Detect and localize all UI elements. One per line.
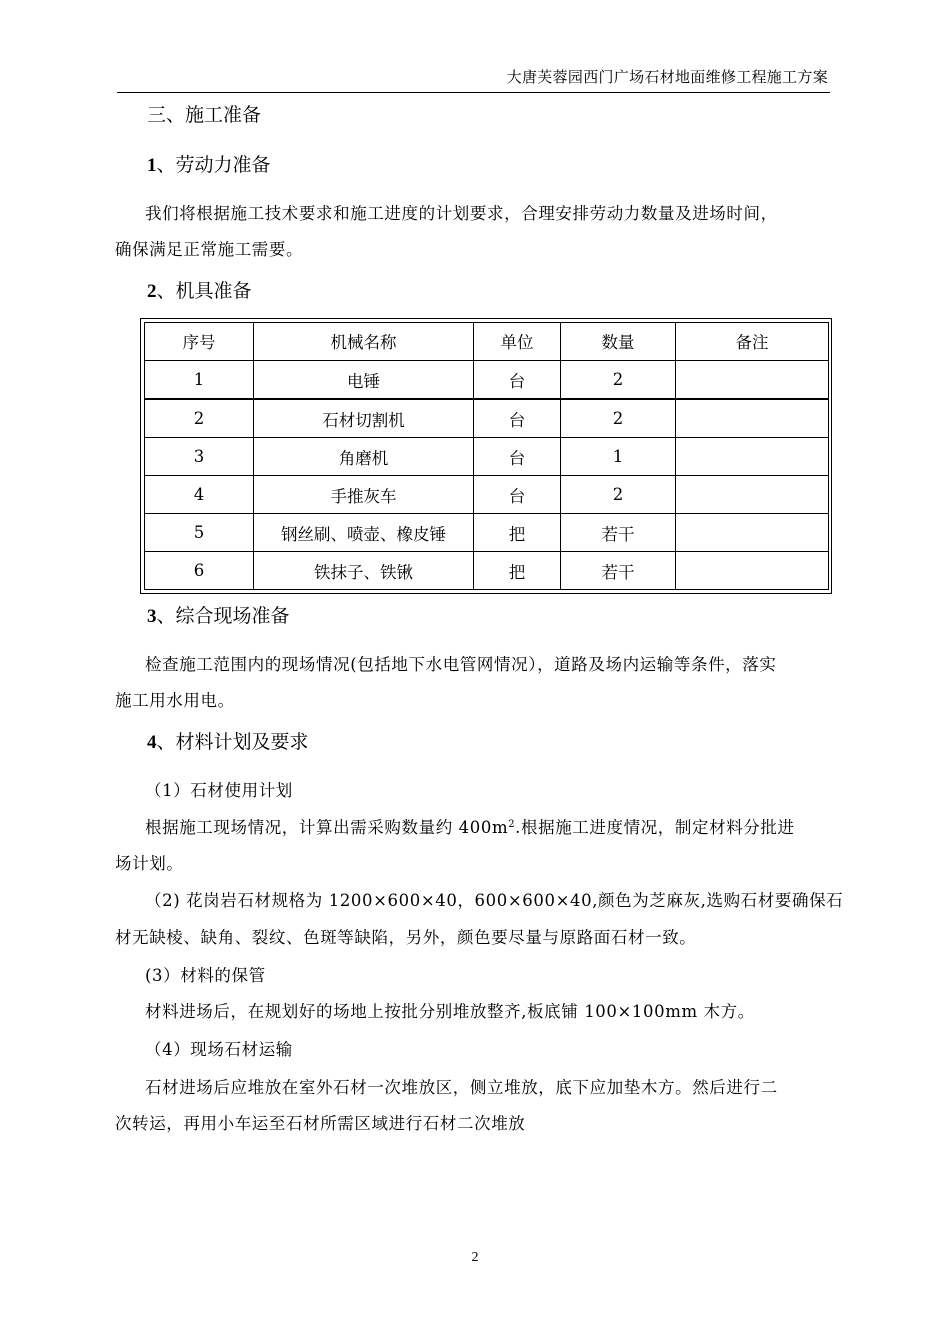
table-cell: 1	[145, 360, 254, 399]
table-cell: 5	[145, 514, 254, 552]
table-cell	[676, 360, 829, 399]
table-row	[145, 360, 829, 399]
heading-text: 、材料计划及要求	[156, 731, 309, 753]
text-run: .根据施工进度情况，制定材料分批进	[515, 818, 795, 837]
section-title: 三、施工准备	[147, 104, 262, 126]
machinery-table-frame	[140, 318, 832, 594]
table-row	[145, 438, 829, 476]
table-cell	[676, 399, 829, 438]
heading-machinery	[147, 276, 252, 303]
table-cell: 台	[474, 360, 561, 399]
table-cell: 1	[561, 438, 676, 476]
heading-labor	[147, 150, 271, 177]
page-number: 2	[471, 1250, 479, 1265]
table-cell: 把	[474, 552, 561, 590]
table-cell: 2	[561, 476, 676, 514]
heading-site	[147, 601, 290, 628]
materials-paragraph-line: 材料进场后，在规划好的场地上按批分别堆放整齐,板底铺 100×100mm 木方。	[145, 1002, 755, 1021]
table-cell: 3	[145, 438, 254, 476]
table-row	[145, 399, 829, 438]
heading-number: 2	[147, 281, 157, 302]
running-header	[117, 64, 830, 93]
header-cell: 机械名称	[254, 323, 474, 361]
header-cell: 序号	[145, 323, 254, 361]
table-row	[145, 514, 829, 552]
table-cell: 电锤	[254, 360, 474, 399]
table-cell: 6	[145, 552, 254, 590]
superscript: 2	[508, 819, 516, 830]
materials-paragraph-line: 场计划。	[115, 854, 184, 873]
heading-number: 4	[147, 732, 157, 753]
heading-materials	[147, 727, 309, 754]
materials-paragraph-line	[145, 814, 795, 838]
header-cell: 数量	[561, 323, 676, 361]
table-cell: 2	[145, 399, 254, 438]
materials-paragraph-line: 材无缺棱、缺角、裂纹、色斑等缺陷，另外，颜色要尽量与原路面石材一致。	[115, 928, 697, 947]
table-cell: 手推灰车	[254, 476, 474, 514]
table-cell: 石材切割机	[254, 399, 474, 438]
labor-paragraph-line: 我们将根据施工技术要求和施工进度的计划要求，合理安排劳动力数量及进场时间，	[145, 204, 778, 223]
machinery-table	[144, 322, 829, 590]
materials-paragraph-line: 次转运，再用小车运至石材所需区域进行石材二次堆放	[115, 1114, 526, 1133]
table-cell: 4	[145, 476, 254, 514]
subheading: (3）材料的保管	[145, 966, 266, 985]
table-cell: 2	[561, 360, 676, 399]
table-cell: 铁抹子、铁锹	[254, 552, 474, 590]
table-cell: 台	[474, 476, 561, 514]
table-cell	[676, 514, 829, 552]
site-paragraph-line: 检查施工范围内的现场情况(包括地下水电管网情况），道路及场内运输等条件，落实	[145, 655, 777, 674]
heading-number: 3	[147, 606, 157, 627]
labor-paragraph-line: 确保满足正常施工需要。	[115, 240, 304, 259]
table-cell: 角磨机	[254, 438, 474, 476]
table-cell: 若干	[561, 552, 676, 590]
table-row	[145, 476, 829, 514]
heading-text: 、综合现场准备	[156, 605, 290, 627]
materials-paragraph-line: （2) 花岗岩石材规格为 1200×600×40，600×600×40,颜色为芝麻灰,选购石材要确保石	[145, 891, 844, 910]
heading-number: 1	[147, 155, 157, 176]
table-cell	[676, 438, 829, 476]
table-cell: 钢丝刷、喷壶、橡皮锤	[254, 514, 474, 552]
subheading: （1）石材使用计划	[145, 781, 293, 800]
table-header-row	[145, 323, 829, 361]
table-cell	[676, 476, 829, 514]
table-cell	[676, 552, 829, 590]
header-cell: 备注	[676, 323, 829, 361]
table-cell: 把	[474, 514, 561, 552]
header-cell: 单位	[474, 323, 561, 361]
heading-text: 、劳动力准备	[156, 154, 271, 176]
table-cell: 若干	[561, 514, 676, 552]
materials-paragraph-line: 石材进场后应堆放在室外石材一次堆放区，侧立堆放，底下应加垫木方。然后进行二	[145, 1078, 778, 1097]
table-cell: 台	[474, 399, 561, 438]
table-cell: 2	[561, 399, 676, 438]
site-paragraph-line: 施工用水用电。	[115, 691, 235, 710]
subheading: （4）现场石材运输	[145, 1040, 293, 1059]
heading-text: 、机具准备	[156, 280, 252, 302]
header-title: 大唐芙蓉园西门广场石材地面维修工程施工方案	[506, 68, 828, 86]
text-run: 根据施工现场情况，计算出需采购数量约 400m	[145, 818, 509, 837]
table-row	[145, 552, 829, 590]
table-cell: 台	[474, 438, 561, 476]
